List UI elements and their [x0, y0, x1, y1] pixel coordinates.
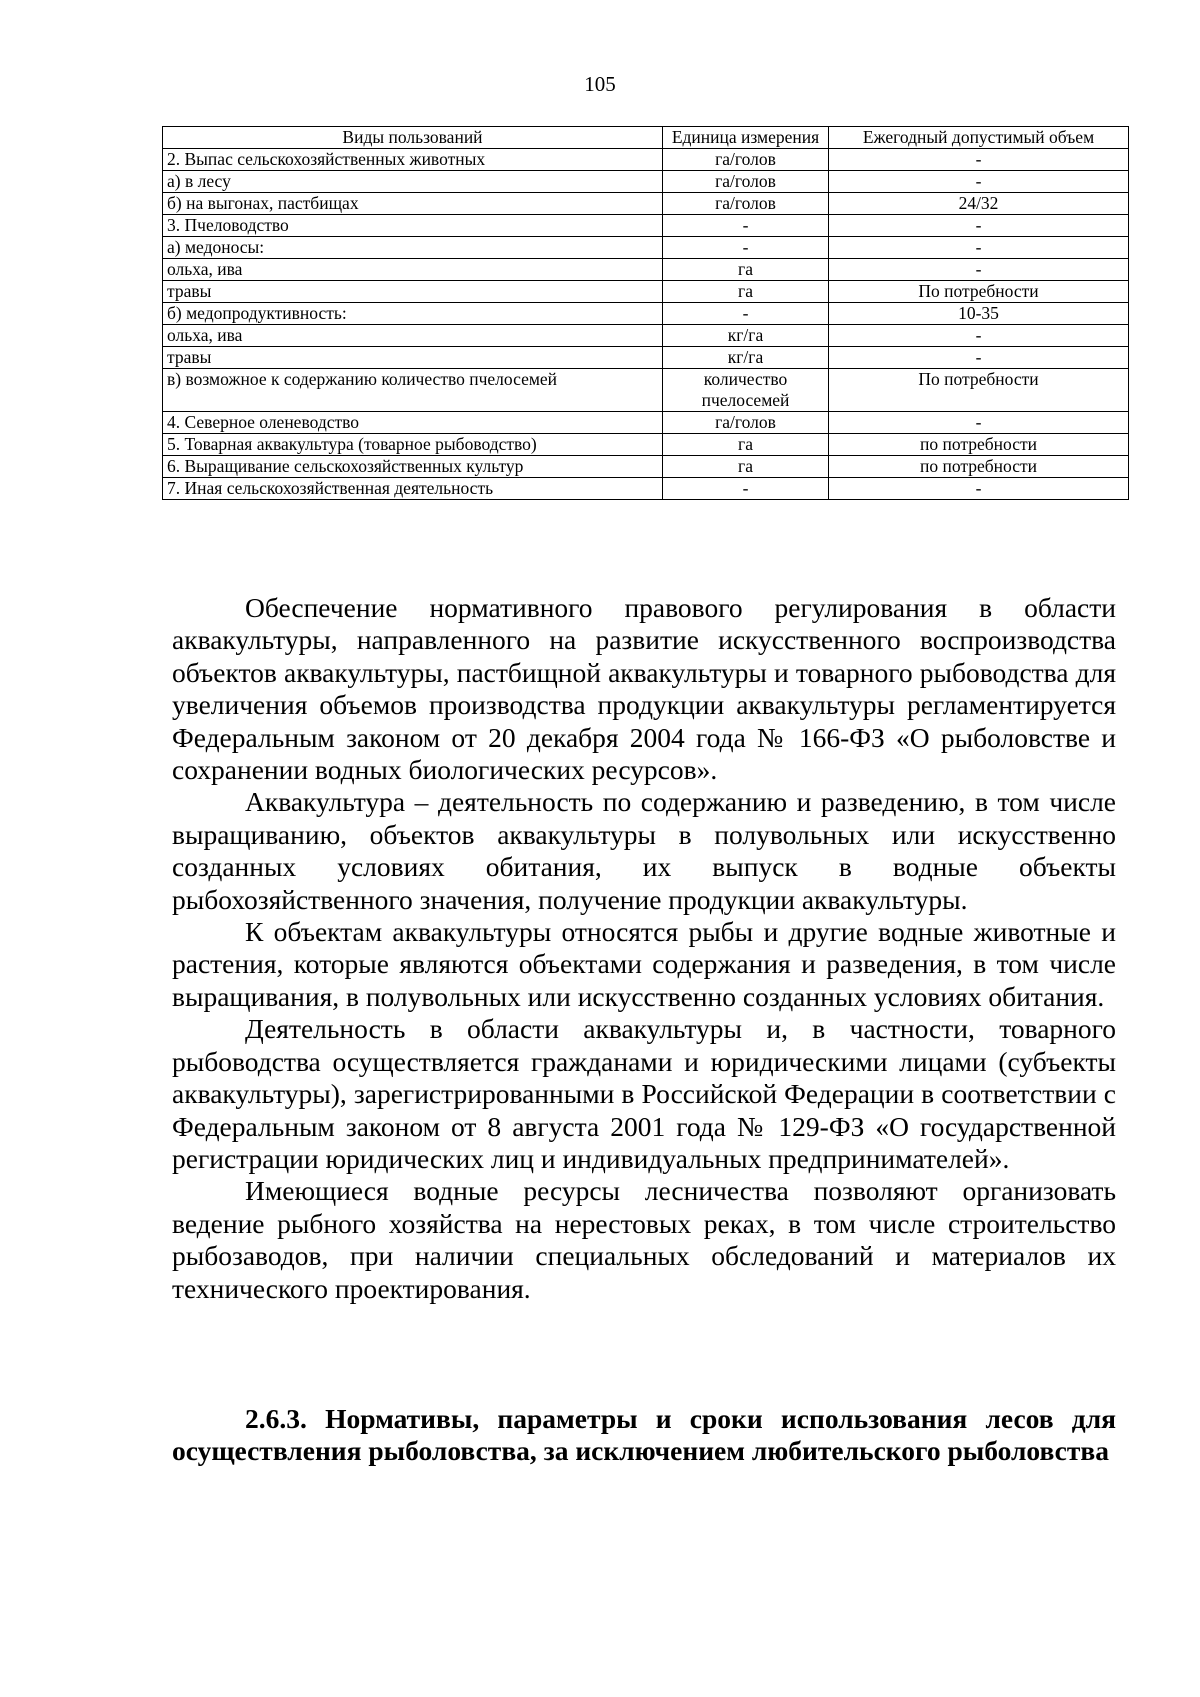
section-heading: 2.6.3. Нормативы, параметры и сроки использования лесов для осуществления рыболовства, за исключением любительского рыболовства: [172, 1403, 1116, 1467]
table-cell-unit: -: [663, 215, 829, 237]
body-text: [172, 592, 1116, 1305]
table-cell-use-type: в) возможное к содержанию количество пчелосемей: [163, 369, 663, 412]
table-cell-volume: -: [829, 325, 1129, 347]
land-use-table: [162, 126, 1129, 500]
table-cell-unit: га: [663, 456, 829, 478]
paragraph: Обеспечение нормативного правового регулирования в области аквакультуры, направленного на развитие искусственного воспроизводства объектов аквакультуры, пастбищной аквакультуры и товарного рыбоводства для увеличения объемов производства продукции аквакультуры регламентируется Федеральным законом от 20 декабря 2004 года № 166-ФЗ «О рыболовстве и сохранении водных биологических ресурсов».: [172, 592, 1116, 786]
table-cell-unit: га: [663, 434, 829, 456]
table-row: [163, 412, 1129, 434]
table-cell-use-type: ольха, ива: [163, 259, 663, 281]
table-cell-volume: -: [829, 478, 1129, 500]
page-number: 105: [584, 72, 616, 96]
table-cell-use-type: 5. Товарная аквакультура (товарное рыбоводство): [163, 434, 663, 456]
table-cell-volume: -: [829, 215, 1129, 237]
table-cell-volume: -: [829, 149, 1129, 171]
table-cell-unit: кг/га: [663, 325, 829, 347]
table-cell-use-type: 6. Выращивание сельскохозяйственных культур: [163, 456, 663, 478]
table-cell-unit: га: [663, 259, 829, 281]
table-cell-unit: га/голов: [663, 412, 829, 434]
table-cell-unit: -: [663, 237, 829, 259]
table-cell-unit: га/голов: [663, 149, 829, 171]
table-cell-unit: -: [663, 478, 829, 500]
table-cell-use-type: травы: [163, 347, 663, 369]
table-header-row: [163, 127, 1129, 149]
table-cell-volume: 24/32: [829, 193, 1129, 215]
table-cell-volume: 10-35: [829, 303, 1129, 325]
table-cell-unit: га/голов: [663, 193, 829, 215]
table-cell-unit: -: [663, 303, 829, 325]
table-cell-volume: -: [829, 237, 1129, 259]
table-cell-use-type: 7. Иная сельскохозяйственная деятельность: [163, 478, 663, 500]
table-row: [163, 237, 1129, 259]
table-row: [163, 303, 1129, 325]
table-row: [163, 281, 1129, 303]
header-annual-volume: Ежегодный допустимый объем: [829, 127, 1129, 149]
table-cell-use-type: ольха, ива: [163, 325, 663, 347]
table-cell-use-type: травы: [163, 281, 663, 303]
paragraph: Аквакультура – деятельность по содержанию и разведению, в том числе выращиванию, объектов аквакультуры в полувольных или искусственно созданных условиях обитания, их выпуск в водные объекты рыбохозяйственного значения, получение продукции аквакультуры.: [172, 786, 1116, 915]
table-row: [163, 478, 1129, 500]
table-row: [163, 193, 1129, 215]
table-cell-use-type: б) медопродуктивность:: [163, 303, 663, 325]
table-cell-use-type: б) на выгонах, пастбищах: [163, 193, 663, 215]
table-cell-volume: По потребности: [829, 369, 1129, 412]
table-cell-use-type: 4. Северное оленеводство: [163, 412, 663, 434]
header-unit: Единица измерения: [663, 127, 829, 149]
table-row: [163, 434, 1129, 456]
table-cell-use-type: а) медоносы:: [163, 237, 663, 259]
table-cell-volume: -: [829, 259, 1129, 281]
table-cell-use-type: 3. Пчеловодство: [163, 215, 663, 237]
table-cell-unit: га: [663, 281, 829, 303]
table-cell-unit: га/голов: [663, 171, 829, 193]
table-cell-volume: -: [829, 171, 1129, 193]
table-row: [163, 259, 1129, 281]
table-row: [163, 171, 1129, 193]
paragraph: Деятельность в области аквакультуры и, в частности, товарного рыбоводства осуществляется гражданами и юридическими лицами (субъекты аквакультуры), зарегистрированными в Российской Федерации в соответствии с Федеральным законом от 8 августа 2001 года № 129-ФЗ «О государственной регистрации юридических лиц и индивидуальных предпринимателей».: [172, 1013, 1116, 1174]
table-row: [163, 325, 1129, 347]
table-cell-unit: кг/га: [663, 347, 829, 369]
table-cell-unit: количество пчелосемей: [663, 369, 829, 412]
table-cell-volume: -: [829, 412, 1129, 434]
table-cell-use-type: 2. Выпас сельскохозяйственных животных: [163, 149, 663, 171]
table-cell-volume: по потребности: [829, 456, 1129, 478]
table-cell-use-type: а) в лесу: [163, 171, 663, 193]
paragraph: К объектам аквакультуры относятся рыбы и другие водные животные и растения, которые являются объектами содержания и разведения, в том числе выращивания, в полувольных или искусственно созданных условиях обитания.: [172, 916, 1116, 1012]
header-use-type: Виды пользований: [163, 127, 663, 149]
table-cell-volume: -: [829, 347, 1129, 369]
table-row: [163, 215, 1129, 237]
table-row: [163, 369, 1129, 412]
table-row: [163, 456, 1129, 478]
table-cell-volume: По потребности: [829, 281, 1129, 303]
table-cell-volume: по потребности: [829, 434, 1129, 456]
table-row: [163, 347, 1129, 369]
paragraph: Имеющиеся водные ресурсы лесничества позволяют организовать ведение рыбного хозяйства на нерестовых реках, в том числе строительство рыбозаводов, при наличии специальных обследований и материалов их технического проектирования.: [172, 1175, 1116, 1304]
table-row: [163, 149, 1129, 171]
